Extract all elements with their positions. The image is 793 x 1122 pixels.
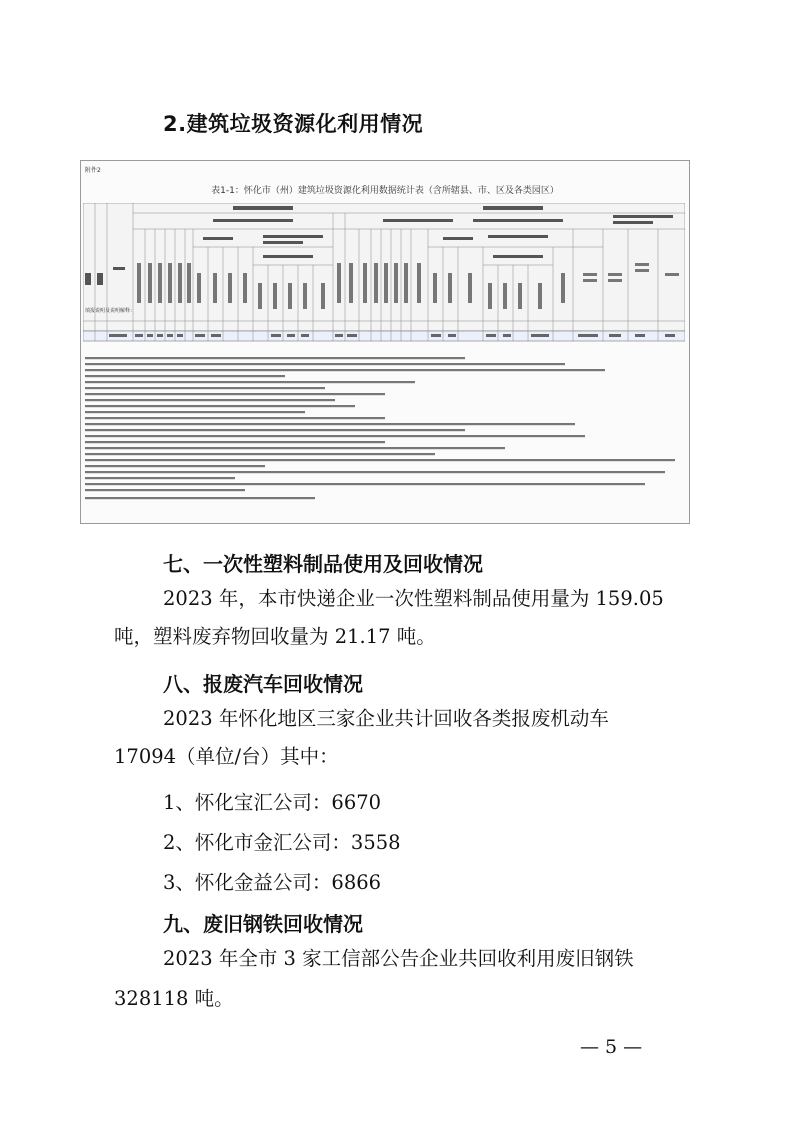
list-item: 2、怀化市金汇公司：3558 bbox=[163, 831, 401, 854]
list-item: 3、怀化金益公司：6866 bbox=[163, 871, 382, 894]
section-7-title: 七、一次性塑料制品使用及回收情况 bbox=[163, 552, 483, 576]
section-8-para-line-2: 17094（单位/台）其中： bbox=[114, 745, 339, 768]
table-title: 表1-1：怀化市（州）建筑垃圾资源化利用数据统计表（含所辖县、市、区及各类园区） bbox=[211, 186, 559, 196]
section-heading-construction-waste: 2.建筑垃圾资源化利用情况 bbox=[163, 112, 424, 136]
table-grid-lines bbox=[83, 203, 685, 503]
list-item: 1、怀化宝汇公司：6670 bbox=[163, 791, 382, 814]
section-8-para-line-1: 2023 年怀化地区三家企业共计回收各类报废机动车 bbox=[163, 707, 609, 730]
table-attachment-label: 附件2 bbox=[85, 167, 101, 174]
section-8-title: 八、报废汽车回收情况 bbox=[163, 672, 363, 696]
section-7-para-line-2: 吨，塑料废弃物回收量为 21.17 吨。 bbox=[114, 625, 436, 648]
table-notes bbox=[85, 307, 685, 314]
section-7-para-line-1: 2023 年，本市快递企业一次性塑料制品使用量为 159.05 bbox=[163, 587, 664, 610]
table-grid bbox=[83, 203, 685, 503]
statistics-table-image bbox=[80, 160, 690, 524]
section-9-para-line-2: 328118 吨。 bbox=[114, 987, 234, 1010]
table-notes-heading: 填报说明及说明解释： bbox=[85, 308, 136, 314]
section-9-title: 九、废旧钢铁回收情况 bbox=[163, 912, 363, 936]
section-9-para-line-1: 2023 年全市 3 家工信部公告企业共回收利用废旧钢铁 bbox=[163, 947, 634, 970]
page-number: — 5 — bbox=[580, 1036, 643, 1058]
